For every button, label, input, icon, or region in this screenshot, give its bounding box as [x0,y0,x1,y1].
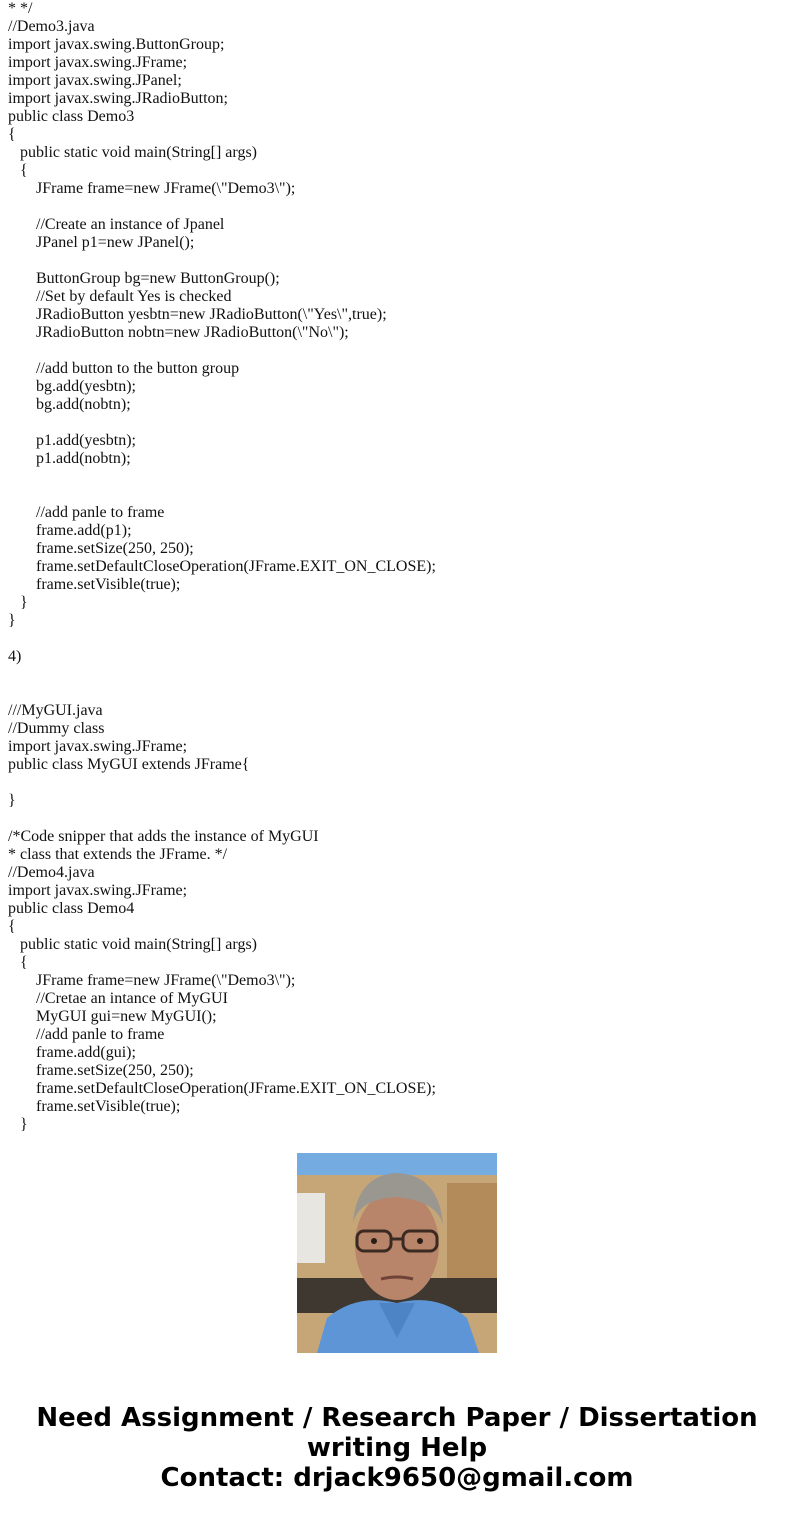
code-line: 4) [8,648,22,665]
code-line [8,774,788,792]
code-line: /*Code snipper that adds the instance of MyGUI [8,828,319,845]
code-line [8,630,788,648]
code-line [8,468,788,486]
code-line: { [8,126,16,143]
code-line: import javax.swing.JRadioButton; [8,90,228,107]
code-line: p1.add(yesbtn); [36,432,136,449]
banner-line-2: writing Help [306,1433,488,1463]
code-line: //Set by default Yes is checked [36,288,232,305]
code-line [8,666,788,684]
code-line: JRadioButton nobtn=new JRadioButton(\"No\"); [36,324,349,341]
code-line: public class MyGUI extends JFrame{ [8,756,250,773]
code-line: frame.setVisible(true); [36,1098,181,1115]
code-line: MyGUI gui=new MyGUI(); [36,1008,217,1025]
code-listing [8,0,788,1133]
code-line: //Dummy class [8,720,105,737]
code-line: * class that extends the JFrame. */ [8,846,228,863]
code-line: } [20,1116,28,1133]
code-line: p1.add(nobtn); [36,450,131,467]
code-line: public static void main(String[] args) [20,144,257,161]
code-line: ButtonGroup bg=new ButtonGroup(); [36,270,280,287]
code-line: frame.setDefaultCloseOperation(JFrame.EXIT_ON_CLOSE); [36,1080,436,1097]
code-line: import javax.swing.ButtonGroup; [8,36,225,53]
code-line: JRadioButton yesbtn=new JRadioButton(\"Yes\",true); [36,306,387,323]
code-line: { [20,162,28,179]
code-line: ///MyGUI.java [8,702,103,719]
code-line: frame.setVisible(true); [36,576,181,593]
code-line: frame.setDefaultCloseOperation(JFrame.EXIT_ON_CLOSE); [36,558,436,575]
code-line [8,684,788,702]
code-line: //Create an instance of Jpanel [36,216,225,233]
code-line: { [8,918,16,935]
code-line: import javax.swing.JPanel; [8,72,182,89]
code-line: //add button to the button group [36,360,240,377]
code-line: frame.setSize(250, 250); [36,540,194,557]
banner-contact-line[interactable]: Contact: drjack9650@gmail.com [160,1463,634,1493]
code-line: JFrame frame=new JFrame(\"Demo3\"); [36,180,296,197]
code-line: //add panle to frame [36,504,165,521]
code-line: frame.setSize(250, 250); [36,1062,194,1079]
code-line: public class Demo4 [8,900,135,917]
code-line: import javax.swing.JFrame; [8,738,188,755]
code-line: } [8,612,16,629]
code-line: JPanel p1=new JPanel(); [36,234,195,251]
code-line: } [8,792,16,809]
code-line [8,342,788,360]
author-avatar [297,1153,497,1353]
code-line: import javax.swing.JFrame; [8,882,188,899]
code-line: //Demo4.java [8,864,95,881]
code-line [8,486,788,504]
contact-banner [0,1403,794,1493]
code-line: public static void main(String[] args) [20,936,257,953]
code-line: //Demo3.java [8,18,95,35]
banner-line-1: Need Assignment / Research Paper / Dissertation [36,1403,758,1433]
code-line: } [20,594,28,611]
code-line: frame.add(p1); [36,522,132,539]
code-line: { [20,954,28,971]
code-line [8,414,788,432]
code-line [8,198,788,216]
code-line: //add panle to frame [36,1026,165,1043]
code-line [8,252,788,270]
code-line: //Cretae an intance of MyGUI [36,990,228,1007]
code-line: bg.add(nobtn); [36,396,131,413]
code-line: JFrame frame=new JFrame(\"Demo3\"); [36,972,296,989]
portrait-illustration [297,1153,497,1353]
code-line: frame.add(gui); [36,1044,136,1061]
code-line: bg.add(yesbtn); [36,378,136,395]
code-line [8,810,788,828]
code-line: * */ [8,0,33,17]
code-line: public class Demo3 [8,108,135,125]
code-line: import javax.swing.JFrame; [8,54,188,71]
